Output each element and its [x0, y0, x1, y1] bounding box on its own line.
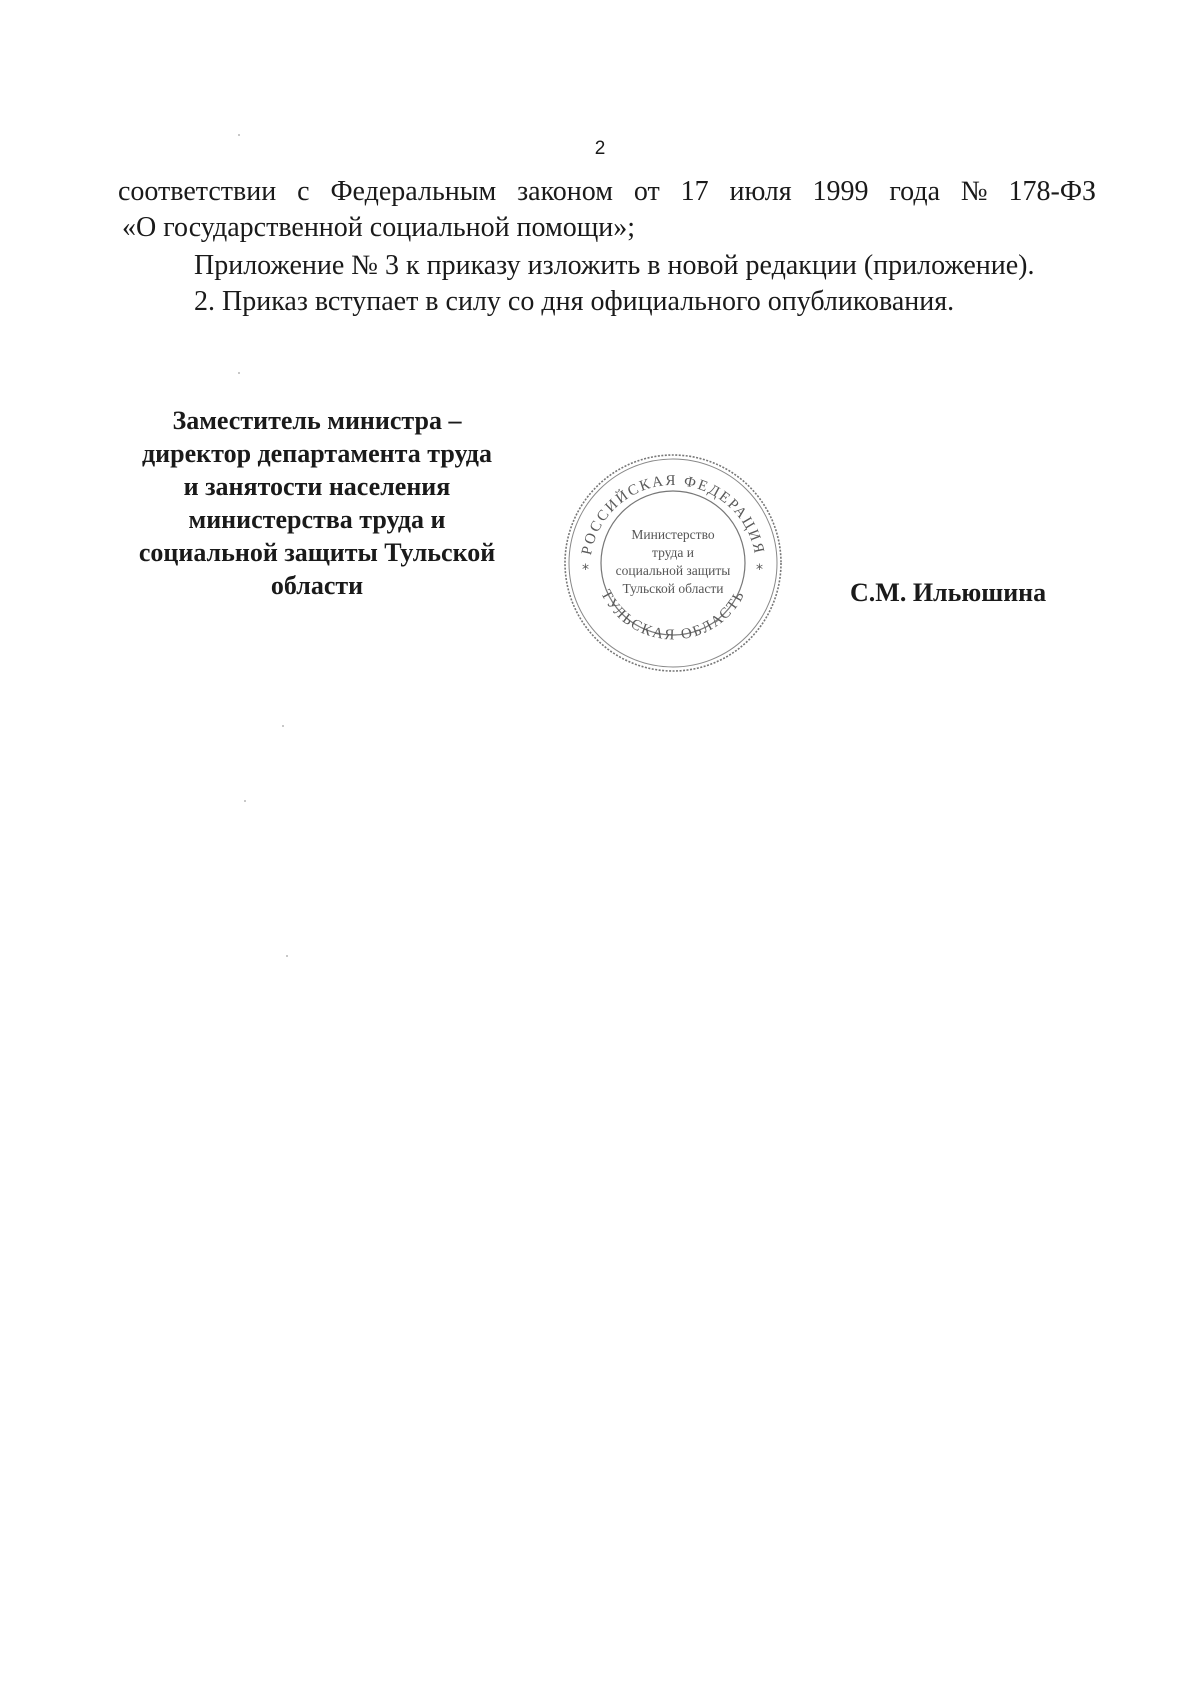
body-line-1-word: от: [633, 176, 660, 207]
scan-speck: [286, 955, 288, 957]
seal-center-line: социальной защиты: [615, 563, 731, 578]
page-number: 2: [594, 138, 606, 159]
seal-center-text: [596, 526, 750, 598]
seal-star-left: *: [582, 562, 589, 578]
seal-bottom-text: ТУЛЬСКАЯ ОБЛАСТЬ: [597, 587, 749, 644]
body-line-2: «О государственной социальной помощи»;: [122, 212, 636, 243]
scan-speck: [238, 372, 240, 374]
body-line-1-word: соответствии: [118, 176, 277, 207]
seal-top-text: РОССИЙСКАЯ ФЕДЕРАЦИЯ: [579, 472, 767, 557]
body-line-1-word: законом: [517, 176, 613, 207]
body-line-1-word: Федеральным: [330, 176, 497, 207]
body-line-1-word: №: [960, 176, 988, 207]
body-line-1-word: с: [297, 176, 310, 207]
body-line-1-word: 1999: [812, 176, 869, 207]
body-line-1: [118, 174, 1096, 210]
body-line-1-word: 178-ФЗ: [1008, 176, 1096, 207]
signer-name: С.М. Ильюшина: [850, 578, 1047, 607]
scan-speck: [238, 134, 240, 136]
body-line-1-word: июля: [729, 176, 792, 207]
body-line-1-word: года: [889, 176, 941, 207]
body-line-3: Приложение № 3 к приказу изложить в новой редакции (приложение).: [194, 250, 1035, 281]
seal-center-line: труда и: [652, 545, 694, 560]
seal-center-line: Министерство: [631, 527, 715, 542]
body-line-4: 2. Приказ вступает в силу со дня официального опубликования.: [194, 286, 955, 317]
scan-speck: [282, 725, 284, 727]
official-seal: [560, 450, 786, 676]
signatory-position-title: Заместитель министра – директор департамента труда и занятости населения министерства труда и социальной защиты Тульской области: [138, 406, 496, 600]
body-line-1-word: 17: [680, 176, 709, 207]
seal-center-line: Тульской области: [622, 581, 724, 596]
scan-speck: [244, 800, 246, 802]
seal-star-right: *: [756, 562, 763, 578]
